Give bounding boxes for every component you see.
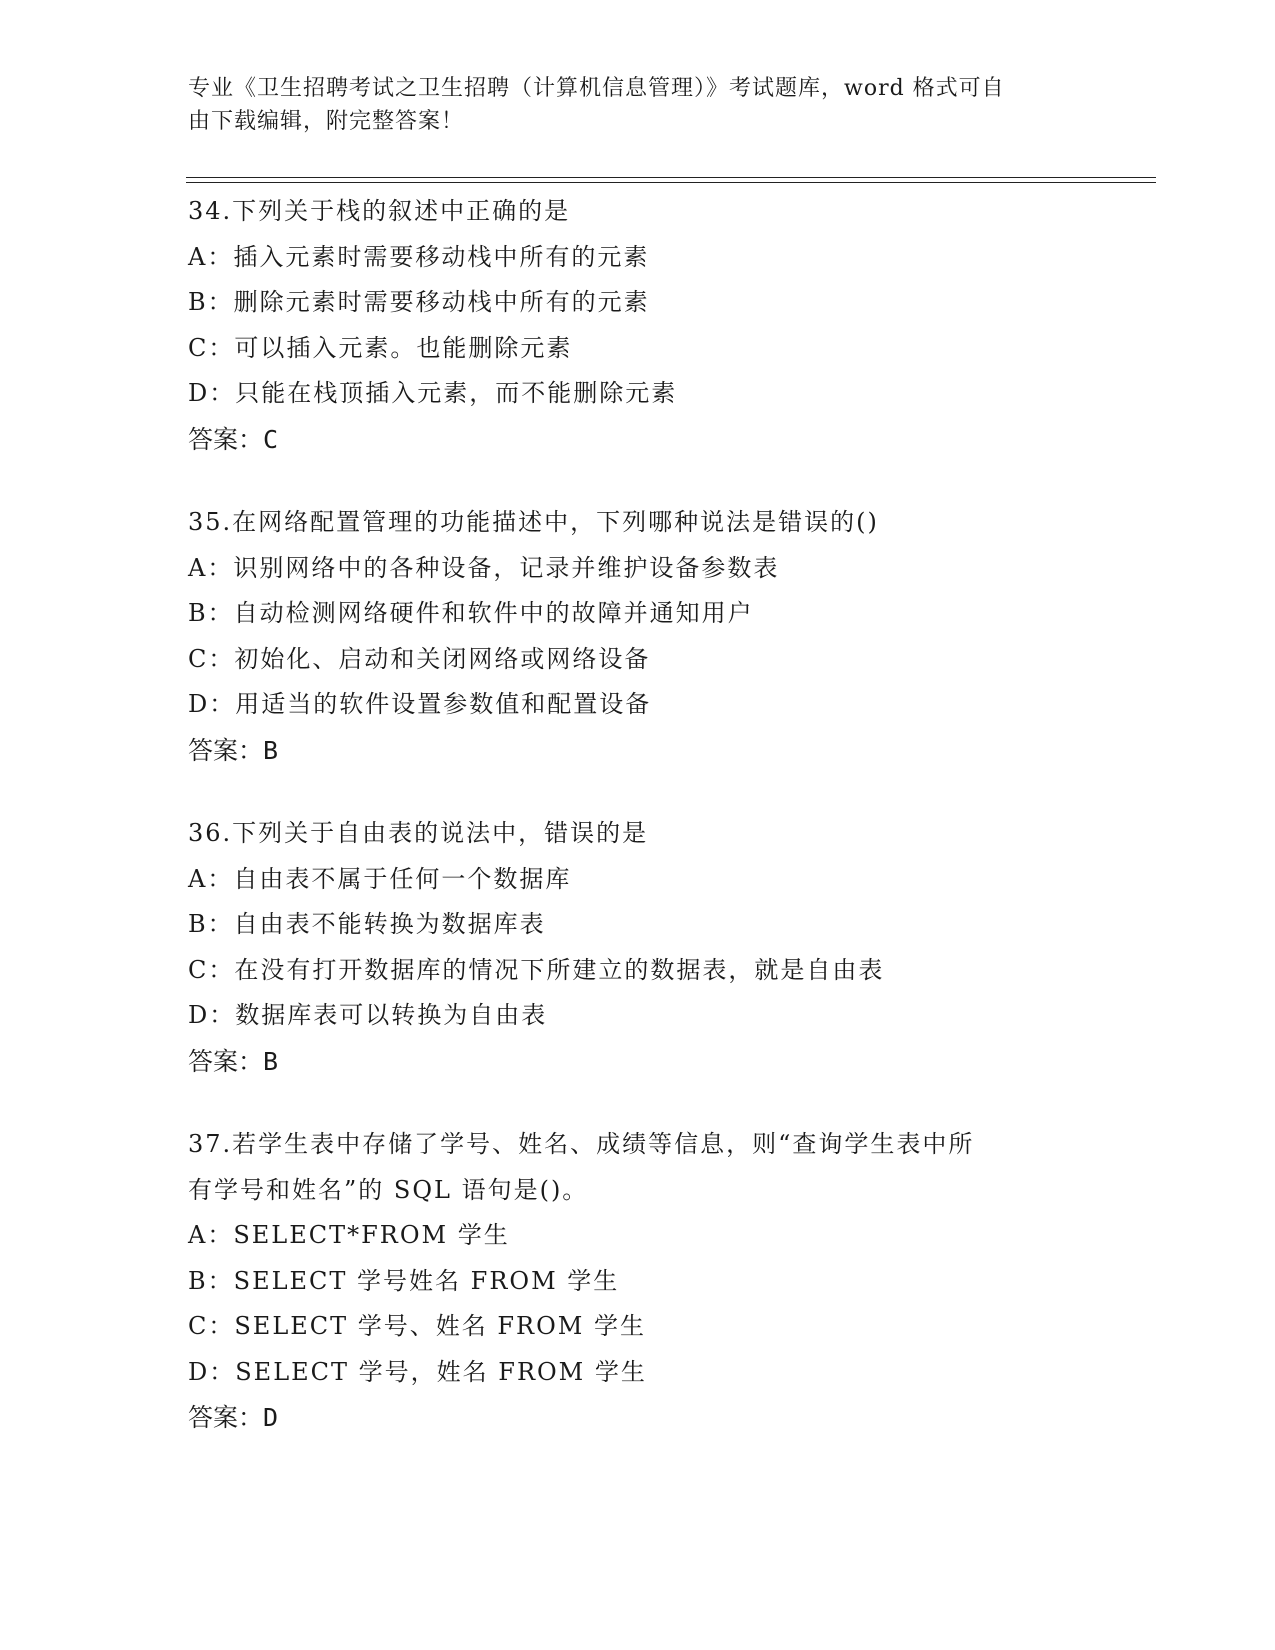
option-c: C：在没有打开数据库的情况下所建立的数据表，就是自由表 — [188, 955, 885, 984]
question-list — [188, 189, 1088, 1479]
option-d: D：SELECT 学号，姓名 FROM 学生 — [188, 1357, 647, 1386]
option-c: C：可以插入元素。也能删除元素 — [188, 333, 573, 362]
option-c: C：SELECT 学号、姓名 FROM 学生 — [188, 1312, 647, 1340]
option-a: A：识别网络中的各种设备，记录并维护设备参数表 — [188, 553, 780, 582]
question-stem: 34.下列关于栈的叙述中正确的是 — [188, 197, 571, 225]
option-d: D：只能在栈顶插入元素，而不能删除元素 — [188, 379, 678, 407]
option-a: A：插入元素时需要移动栈中所有的元素 — [188, 242, 650, 271]
header-divider-top — [186, 177, 1156, 178]
option-b: B：自动检测网络硬件和软件中的故障并通知用户 — [188, 599, 754, 627]
question-36 — [188, 811, 1088, 1084]
answer-line: 答案：C — [188, 424, 279, 454]
option-b: B：删除元素时需要移动栈中所有的元素 — [188, 288, 650, 316]
option-a: A：自由表不属于任何一个数据库 — [188, 864, 572, 893]
option-a: A：SELECT*FROM 学生 — [188, 1221, 510, 1249]
question-stem: 36.下列关于自由表的说法中，错误的是 — [188, 819, 649, 847]
option-d: D：数据库表可以转换为自由表 — [188, 1001, 548, 1029]
answer-line: 答案：B — [188, 1046, 279, 1076]
question-stem: 35.在网络配置管理的功能描述中，下列哪种说法是错误的() — [188, 508, 879, 536]
document-header — [188, 72, 1068, 138]
question-35 — [188, 500, 1088, 773]
question-stem-line-2: 有学号和姓名”的 SQL 语句是()。 — [188, 1175, 589, 1204]
header-line-2: 由下载编辑，附完整答案！ — [188, 109, 465, 134]
question-stem-line-1: 37.若学生表中存储了学号、姓名、成绩等信息，则“查询学生表中所 — [188, 1130, 975, 1158]
header-line-1: 专业《卫生招聘考试之卫生招聘（计算机信息管理）》考试题库，word 格式可自 — [188, 76, 1005, 101]
option-d: D：用适当的软件设置参数值和配置设备 — [188, 690, 652, 718]
question-34 — [188, 189, 1088, 462]
answer-line: 答案：D — [188, 1403, 279, 1432]
header-divider-bottom — [186, 182, 1156, 183]
question-37 — [188, 1122, 1088, 1441]
option-b: B：自由表不能转换为数据库表 — [188, 910, 546, 938]
option-b: B：SELECT 学号姓名 FROM 学生 — [188, 1266, 620, 1295]
option-c: C：初始化、启动和关闭网络或网络设备 — [188, 644, 651, 673]
answer-line: 答案：B — [188, 735, 279, 765]
